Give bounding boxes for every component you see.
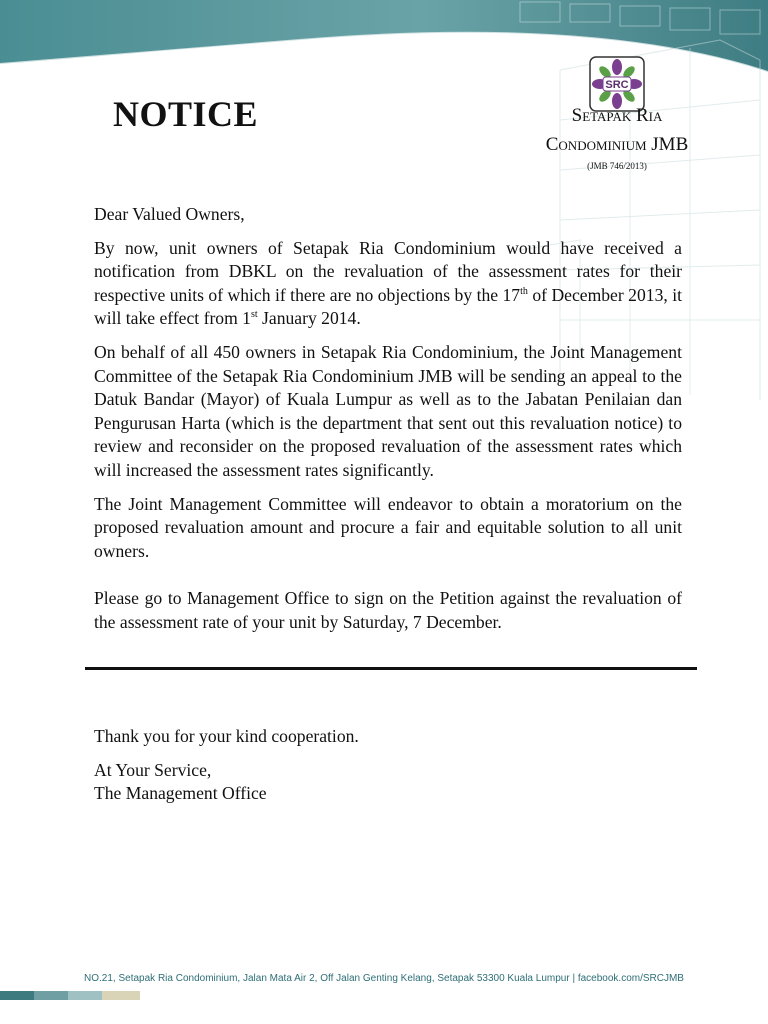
- page-title: NOTICE: [113, 94, 259, 134]
- logo-text: SRC: [605, 79, 629, 91]
- src-logo: [589, 56, 645, 112]
- letter-body: [94, 203, 682, 645]
- p1-sup-th: th: [520, 285, 528, 297]
- paragraph-moratorium: The Joint Management Committee will endeavor to obtain a moratorium on the proposed revaluation amount and procure a fair and equitable solution to all unit owners.: [94, 493, 682, 561]
- closing-block: [94, 725, 682, 806]
- footer-address: NO.21, Setapak Ria Condominium, Jalan Mata Air 2, Off Jalan Genting Kelang, Setapak 53300 Kuala Lumpur | facebook.com/SRCJMB: [84, 973, 684, 984]
- footer-bar-sand: [102, 991, 140, 1000]
- footer-bar-teal-mid: [34, 991, 68, 1000]
- footer-bar-teal-dark: [0, 991, 34, 1000]
- org-registration: (JMB 746/2013): [587, 161, 647, 171]
- salutation: Dear Valued Owners,: [94, 204, 245, 224]
- divider-rule: [85, 667, 697, 670]
- thanks-line: Thank you for your kind cooperation.: [94, 726, 359, 746]
- paragraph-petition: Please go to Management Office to sign on the Petition against the revaluation of the assessment rate of your unit by Saturday, 7 December.: [94, 588, 682, 632]
- paragraph-appeal: On behalf of all 450 owners in Setapak Ria Condominium, the Joint Management Committee of the Setapak Ria Condominium JMB will be sending an appeal to the Datuk Bandar (Mayor) of Kuala Lumpur as well as to the Jabatan Penilaian dan Pengurusan Harta (which is the department that sent out this revaluation notice) to review and reconsider on the proposed revaluation of the assessment rates which will increased the assessment rates significantly.: [94, 341, 682, 480]
- footer-color-bars: [0, 991, 140, 1000]
- org-name-line1: Setapak Ria: [571, 105, 663, 126]
- signoff-line-2: The Management Office: [94, 783, 267, 804]
- p1-text-b: of December 2013, it will take effect from 1: [94, 284, 682, 329]
- p1-text-c: January 2014.: [257, 308, 361, 329]
- signoff-line-1: At Your Service,: [94, 759, 212, 780]
- org-name-line2: Condominium JMB: [545, 134, 689, 155]
- p1-sup-st: st: [250, 309, 258, 321]
- p1-text-a: By now, unit owners of Setapak Ria Condominium would have received a notification from DBKL on the revaluation of the assessment rates for their respective units of which if there are no objections by the 17: [94, 237, 682, 305]
- footer-bar-teal-light: [68, 991, 102, 1000]
- paragraph-revaluation: [94, 237, 682, 331]
